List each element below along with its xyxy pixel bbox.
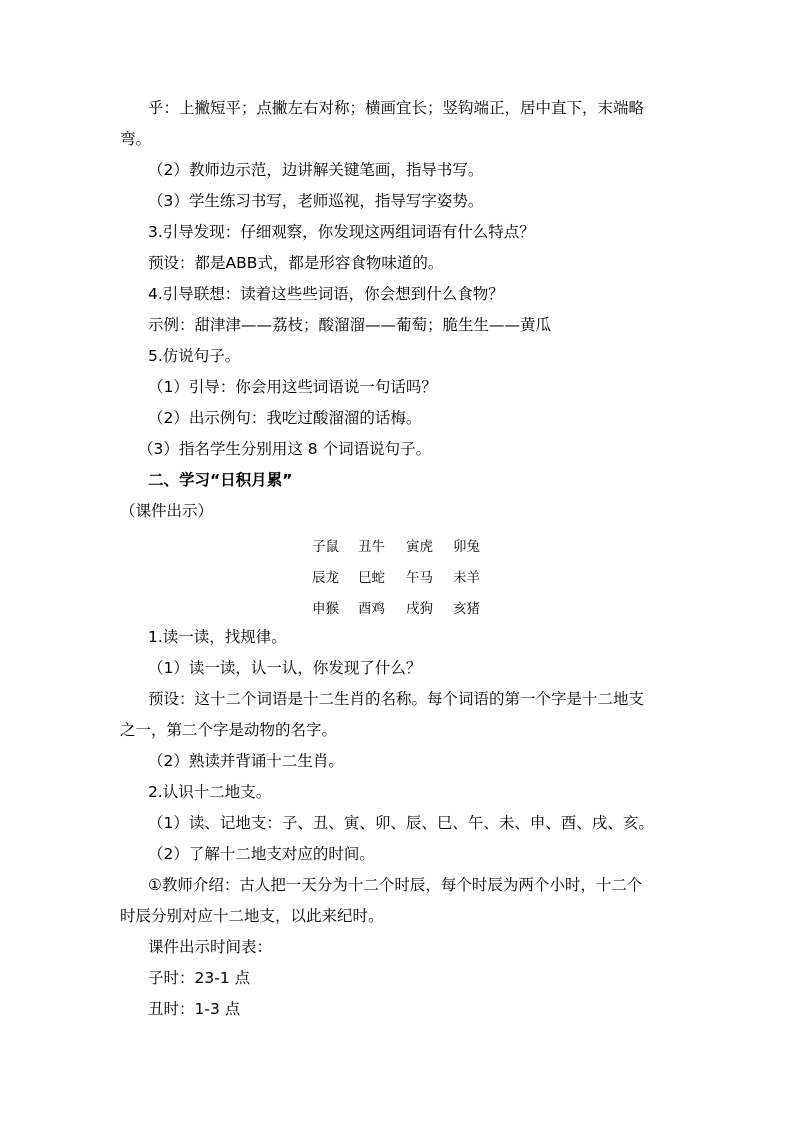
zodiac-item: 亥猪 — [453, 601, 480, 617]
zodiac-item: 未羊 — [453, 570, 480, 586]
paragraph-line: 时辰分别对应十二地支，以此来纪时。 — [120, 907, 384, 925]
paragraph-line: （2）教师边示范，边讲解关键笔画，指导书写。 — [148, 161, 484, 179]
paragraph-line: 课件出示时间表： — [148, 938, 273, 956]
zodiac-item: 戌狗 — [406, 601, 433, 617]
paragraph-line: 5.仿说句子。 — [148, 347, 241, 365]
paragraph-line: 示例：甜津津——荔枝；酸溜溜——葡萄；脆生生——黄瓜 — [148, 316, 552, 334]
zodiac-item: 巳蛇 — [358, 570, 385, 586]
paragraph-line: （1）读、记地支：子、丑、寅、卯、辰、巳、午、未、申、酉、戌、亥。 — [148, 814, 654, 832]
paragraph-line: （2）出示例句：我吃过酸溜溜的话梅。 — [148, 409, 422, 427]
zodiac-item: 子鼠 — [312, 539, 339, 555]
paragraph-line: 4.引导联想：读着这些些词语，你会想到什么食物？ — [148, 285, 504, 303]
zodiac-item: 辰龙 — [312, 570, 339, 586]
paragraph-line: （1）读一读，认一认，你发现了什么？ — [148, 659, 422, 677]
zodiac-item: 申猴 — [312, 601, 339, 617]
section-heading: 二、学习“日积月累” — [148, 471, 293, 489]
paragraph-line: 2.认识十二地支。 — [148, 783, 272, 801]
paragraph-line: 1.读一读，找规律。 — [148, 628, 287, 646]
paragraph-line: （3）指名学生分别用这 8 个词语说句子。 — [138, 440, 432, 458]
paragraph-line: （1）引导：你会用这些词语说一句话吗？ — [148, 378, 437, 396]
paragraph-line: （2）熟读并背诵十二生肖。 — [148, 752, 344, 770]
zodiac-item: 酉鸡 — [358, 601, 385, 617]
zodiac-item: 午马 — [406, 570, 433, 586]
zodiac-item: 寅虎 — [406, 539, 433, 555]
paragraph-line: ①教师介绍：古人把一天分为十二个时辰，每个时辰为两个小时，十二个 — [148, 876, 643, 894]
paragraph-line: 预设：这十二个词语是十二生肖的名称。每个词语的第一个字是十二地支 — [148, 690, 645, 708]
zodiac-item: 卯兔 — [453, 539, 480, 555]
paragraph-line: （2）了解十二地支对应的时间。 — [148, 845, 375, 863]
paragraph-line: （3）学生练习书写，老师巡视，指导写字姿势。 — [148, 192, 484, 210]
paragraph-line: 3.引导发现：仔细观察，你发现这两组词语有什么特点？ — [148, 223, 535, 241]
paragraph-line: （课件出示） — [120, 502, 214, 520]
paragraph-line: 之一，第二个字是动物的名字。 — [120, 721, 338, 739]
paragraph-line: 弯。 — [120, 130, 152, 148]
zodiac-item: 丑牛 — [358, 539, 385, 555]
paragraph-line: 预设：都是ABB式，都是形容食物味道的。 — [148, 254, 444, 272]
paragraph-line: 子时：23-1 点 — [148, 969, 251, 987]
paragraph-line: 丑时：1-3 点 — [148, 1000, 241, 1018]
paragraph-line: 乎：上撇短平；点撇左右对称；横画宜长；竖钩端正，居中直下，末端略 — [148, 99, 645, 117]
